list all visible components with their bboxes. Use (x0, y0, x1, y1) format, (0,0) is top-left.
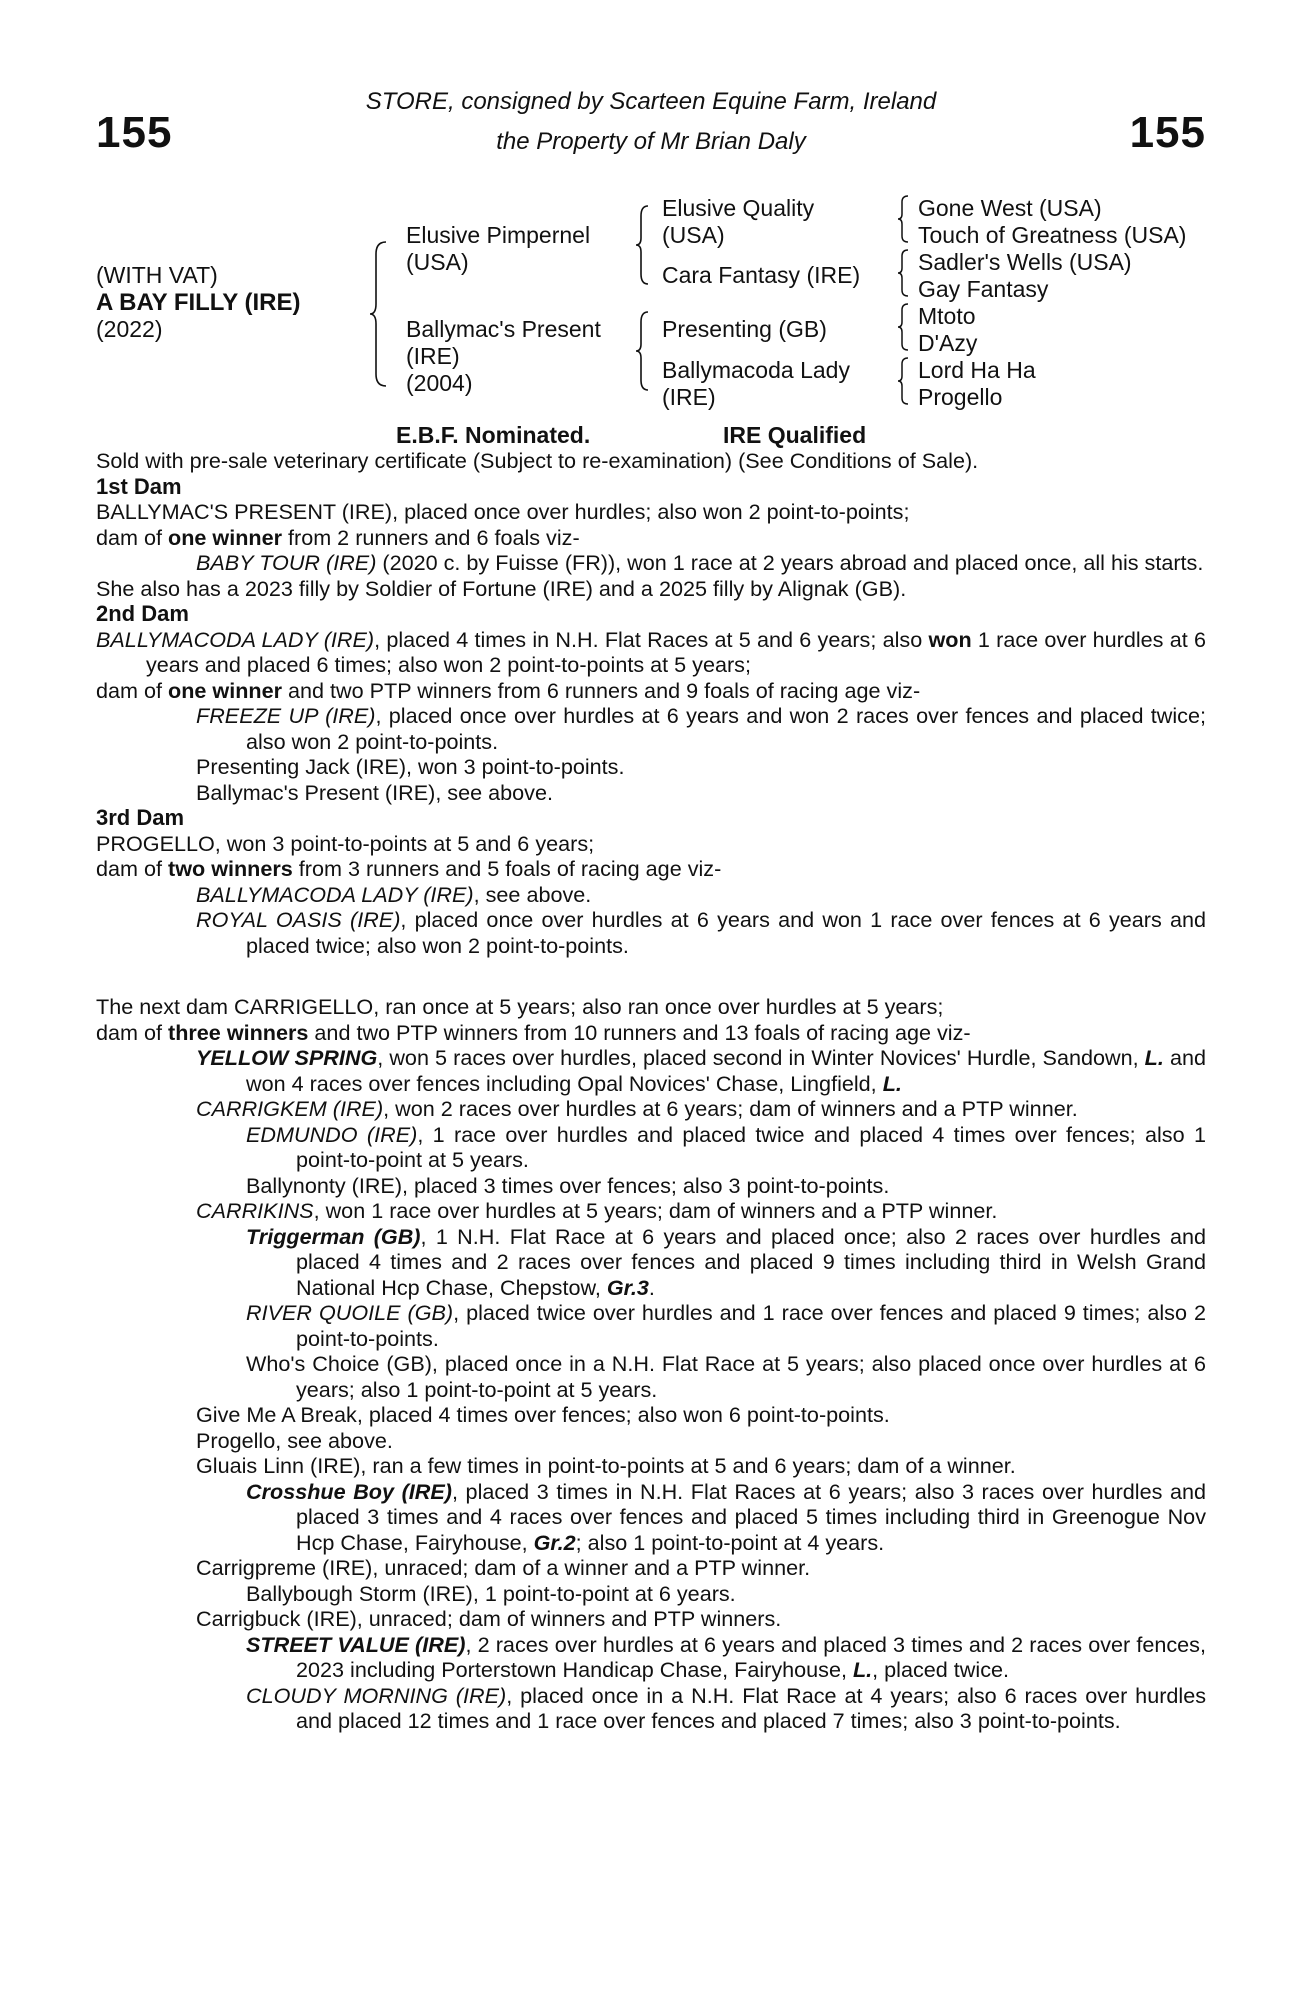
dam-line2: (IRE) (406, 343, 460, 369)
gen2-brace-top (634, 204, 652, 286)
catalogue-body (96, 448, 1206, 1734)
ebf-nominated: E.B.F. Nominated. (396, 422, 591, 448)
produce-baby-tour: BABY TOUR (IRE) (2020 c. by Fuisse (FR)), won 1 race at 2 years abroad and placed once, all his starts. (196, 550, 1204, 575)
produce-presenting-jack: Presenting Jack (IRE), won 3 point-to-points. (196, 754, 625, 779)
dam-line1: Ballymac's Present (406, 316, 601, 342)
pedigree-table (96, 190, 1226, 420)
gen3-5: Mtoto (918, 303, 976, 329)
gen3-brace-3 (896, 302, 910, 352)
produce-cloudy-morning: CLOUDY MORNING (IRE), placed once in a N.H. Flat Race at 4 years; also 6 races over hurdles and placed 12 times and 1 race over fences and placed 7 times; also 3 point-to-points. (246, 1682, 1207, 1733)
gen3-brace-1 (896, 194, 910, 244)
produce-carrikins: CARRIKINS, won 1 race over hurdles at 5 years; dam of winners and a PTP winner. (196, 1198, 998, 1223)
consignor-line: STORE, consigned by Scarteen Equine Farm, Ireland (365, 88, 937, 115)
gen3-8: Progello (918, 384, 1003, 410)
produce-whos-choice: Who's Choice (GB), placed once in a N.H. Flat Race at 5 years; also placed once over hurdles at 6 years; also 1 point-to-point at 5 years. (246, 1351, 1206, 1402)
horse-name: A BAY FILLY (IRE) (96, 289, 301, 316)
produce-carrigbuck: Carrigbuck (IRE), unraced; dam of winners and PTP winners. (196, 1606, 782, 1631)
produce-carrigpreme: Carrigpreme (IRE), unraced; dam of a winner and a PTP winner. (196, 1555, 811, 1580)
third-dam-line: PROGELLO, won 3 point-to-points at 5 and 6 years; (96, 830, 595, 856)
foaling-year: (2022) (96, 316, 163, 342)
gen3-brace-2 (896, 248, 910, 298)
damsire: Presenting (GB) (662, 316, 827, 342)
lot-number-right: 155 (1129, 108, 1206, 157)
produce-yellow-spring: YELLOW SPRING, won 5 races over hurdles, placed second in Winter Novices' Hurdle, Sandown, L. and won 4 races over fences including Opal Novices' Chase, Lingfield, L. (196, 1045, 1206, 1096)
vat-note: (WITH VAT) (96, 262, 218, 288)
vet-note: Sold with pre-sale veterinary certificate (Subject to re-examination) (See Conditions of Sale). (96, 448, 979, 473)
grandsire-line2: (USA) (662, 222, 725, 248)
produce-ballymacs-present: Ballymac's Present (IRE), see above. (196, 779, 553, 805)
first-dam-heading: 1st Dam (96, 473, 182, 499)
produce-royal-oasis: ROYAL OASIS (IRE), placed once over hurdles at 6 years and won 1 race over fences at 6 years and placed twice; also won 2 point-to-points. (196, 907, 1206, 958)
granddam-sire-side: Cara Fantasy (IRE) (662, 262, 861, 288)
gen3-1: Gone West (USA) (918, 195, 1102, 221)
third-dam-heading: 3rd Dam (96, 805, 185, 830)
second-dam-line2: (IRE) (662, 384, 716, 410)
second-dam-line: BALLYMACODA LADY (IRE), placed 4 times in N.H. Flat Races at 5 and 6 years; also won 1 race over hurdles at 6 years and placed 6 times; also won 2 point-to-points at 5 years; (96, 626, 1206, 677)
second-dam-produce-summary: dam of one winner and two PTP winners from 6 runners and 9 foals of racing age viz- (96, 677, 921, 703)
produce-triggerman: Triggerman (GB), 1 N.H. Flat Race at 6 years and placed once; also 2 races over hurdles and placed 4 times and 2 races over fences and placed 9 times including third in Welsh Grand National Hcp Chase, Chepstow, Gr.3. (246, 1223, 1207, 1300)
gen3-7: Lord Ha Ha (918, 357, 1036, 383)
produce-street-value: STREET VALUE (IRE), 2 races over hurdles at 6 years and placed 3 times and 2 races over fences, 2023 including Porterstown Handicap Chase, Fairyhouse, L., placed twice. (246, 1631, 1206, 1682)
produce-progello: Progello, see above. (196, 1427, 393, 1453)
produce-ballymacoda-lady: BALLYMACODA LADY (IRE), see above. (196, 881, 592, 907)
lot-number-left: 155 (96, 108, 173, 157)
gen2-brace-bottom (634, 310, 652, 392)
grandsire-line1: Elusive Quality (662, 195, 815, 221)
produce-ballybough-storm: Ballybough Storm (IRE), 1 point-to-point at 6 years. (246, 1580, 736, 1606)
second-dam-line1: Ballymacoda Lady (662, 357, 850, 383)
dam-line3: (2004) (406, 370, 473, 396)
gen3-brace-4 (896, 356, 910, 406)
gen1-brace (368, 240, 390, 388)
first-dam-line: BALLYMAC'S PRESENT (IRE), placed once over hurdles; also won 2 point-to-points; (96, 499, 910, 524)
produce-carrigkem: CARRIGKEM (IRE), won 2 races over hurdles at 6 years; dam of winners and a PTP winner. (196, 1096, 1078, 1121)
produce-gluais-linn: Gluais Linn (IRE), ran a few times in point-to-points at 5 and 6 years; dam of a winner. (196, 1453, 1016, 1478)
second-dam-heading: 2nd Dam (96, 601, 189, 626)
next-dam-line: The next dam CARRIGELLO, ran once at 5 years; also ran once over hurdles at 5 years; (96, 994, 944, 1019)
sire-line2: (USA) (406, 249, 469, 275)
gen3-3: Sadler's Wells (USA) (918, 249, 1132, 275)
owner-line: the Property of Mr Brian Daly (496, 128, 806, 155)
produce-crosshue-boy: Crosshue Boy (IRE), placed 3 times in N.H. Flat Races at 6 years; also 3 races over hurdles and placed 3 times and 4 races over fences and placed 5 times including third in Greenogue Nov Hcp Chase, Fairyhouse, Gr.2; also 1 point-to-point at 4 years. (246, 1478, 1206, 1555)
produce-freeze-up: FREEZE UP (IRE), placed once over hurdles at 6 years and won 2 races over fences and placed twice; also won 2 point-to-points. (196, 703, 1206, 754)
produce-river-quoile: RIVER QUOILE (GB), placed twice over hurdles and 1 race over fences and placed 9 times; also 2 point-to-points. (246, 1300, 1206, 1351)
gen3-2: Touch of Greatness (USA) (918, 222, 1187, 248)
produce-give-me-a-break: Give Me A Break, placed 4 times over fences; also won 6 point-to-points. (196, 1402, 890, 1427)
produce-edmundo: EDMUNDO (IRE), 1 race over hurdles and placed twice and placed 4 times over fences; also 1 point-to-point at 5 years. (246, 1121, 1206, 1172)
third-dam-produce-summary: dam of two winners from 3 runners and 5 foals of racing age viz- (96, 856, 722, 881)
catalogue-page (96, 0, 1206, 2000)
first-dam-later-foals: She also has a 2023 filly by Soldier of Fortune (IRE) and a 2025 filly by Alignak (GB). (96, 575, 907, 601)
consignment-info (96, 82, 1206, 162)
ire-qualified: IRE Qualified (723, 422, 867, 448)
sire-line1: Elusive Pimpernel (406, 222, 591, 248)
gen3-6: D'Azy (918, 330, 978, 356)
gen3-4: Gay Fantasy (918, 276, 1049, 302)
produce-ballynonty: Ballynonty (IRE), placed 3 times over fences; also 3 point-to-points. (246, 1172, 890, 1198)
next-dam-produce-summary: dam of three winners and two PTP winners from 10 runners and 13 foals of racing age viz- (96, 1019, 971, 1045)
first-dam-produce-summary: dam of one winner from 2 runners and 6 foals viz- (96, 524, 580, 550)
